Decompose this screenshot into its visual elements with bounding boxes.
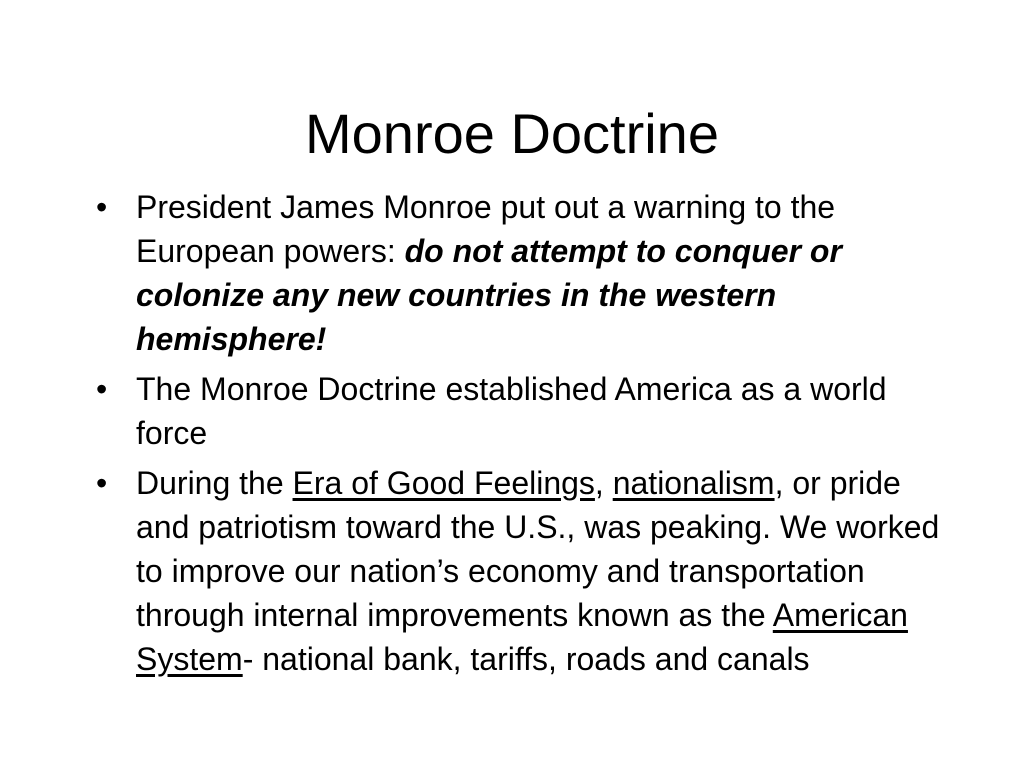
bullet-3-text-4: - national bank, tariffs, roads and canals	[242, 641, 810, 677]
bullet-item-3	[96, 461, 956, 681]
bullet-list	[96, 185, 956, 687]
term-nationalism: nationalism	[612, 465, 775, 501]
bullet-3-text-3: , or pride and patriotism toward the U.S., was peaking. We worked to improve our nation’s economy and transportation through internal improvements known as the	[136, 465, 940, 633]
bullet-icon: •	[96, 465, 108, 501]
bullet-1-text: President James Monroe put out a warning to the European powers:	[136, 189, 836, 269]
bullet-icon: •	[96, 371, 108, 407]
bullet-1-emphasis: do not attempt to conquer or colonize any new countries in the western hemisphere!	[136, 233, 842, 357]
bullet-icon: •	[96, 189, 108, 225]
bullet-3-text-2: ,	[594, 465, 613, 501]
term-era-of-good-feelings: Era of Good Feelings	[292, 465, 595, 501]
bullet-3-text-1: During the	[136, 465, 293, 501]
bullet-2-text: The Monroe Doctrine established America as a world force	[136, 371, 887, 451]
bullet-item-1	[96, 185, 956, 361]
slide-title: Monroe Doctrine	[305, 102, 719, 165]
term-american-system: American System	[136, 597, 908, 677]
bullet-item-2	[96, 367, 956, 455]
